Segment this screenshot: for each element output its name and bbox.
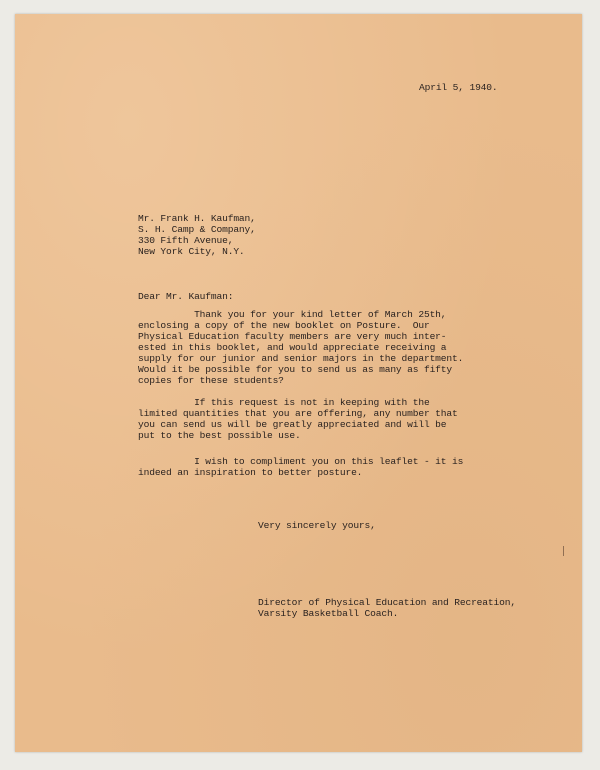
body-line: put to the best possible use. xyxy=(138,430,301,441)
body-line: Physical Education faculty members are very much inter- xyxy=(138,331,447,342)
body-line: indeed an inspiration to better posture. xyxy=(138,467,363,478)
recipient-address xyxy=(138,213,256,257)
address-line: New York City, N.Y. xyxy=(138,246,245,257)
body-paragraph-3 xyxy=(138,456,463,478)
body-line: ested in this booklet, and would appreciate receiving a xyxy=(138,342,447,353)
address-line: S. H. Camp & Company, xyxy=(138,224,256,235)
signature-block xyxy=(258,597,516,619)
signature-line: Director of Physical Education and Recreation, xyxy=(258,597,516,608)
paper-mark xyxy=(563,546,564,556)
body-line: I wish to compliment you on this leaflet - it is xyxy=(138,456,464,467)
body-line: supply for our junior and senior majors in the department. xyxy=(138,353,464,364)
body-line: Would it be possible for you to send us as many as fifty xyxy=(138,364,453,375)
closing: Very sincerely yours, xyxy=(258,520,376,531)
letter-sheet xyxy=(15,14,582,752)
signature-line: Varsity Basketball Coach. xyxy=(258,608,399,619)
address-line: Mr. Frank H. Kaufman, xyxy=(138,213,256,224)
body-line: limited quantities that you are offering, any number that xyxy=(138,408,458,419)
body-line: If this request is not in keeping with the xyxy=(138,397,430,408)
address-line: 330 Fifth Avenue, xyxy=(138,235,234,246)
body-line: you can send us will be greatly appreciated and will be xyxy=(138,419,447,430)
body-line: copies for these students? xyxy=(138,375,284,386)
letter-date: April 5, 1940. xyxy=(419,82,498,93)
salutation: Dear Mr. Kaufman: xyxy=(138,291,234,302)
body-paragraph-2 xyxy=(138,397,458,441)
body-line: Thank you for your kind letter of March 25th, xyxy=(138,309,447,320)
body-line: enclosing a copy of the new booklet on Posture. Our xyxy=(138,320,430,331)
body-paragraph-1 xyxy=(138,309,463,386)
